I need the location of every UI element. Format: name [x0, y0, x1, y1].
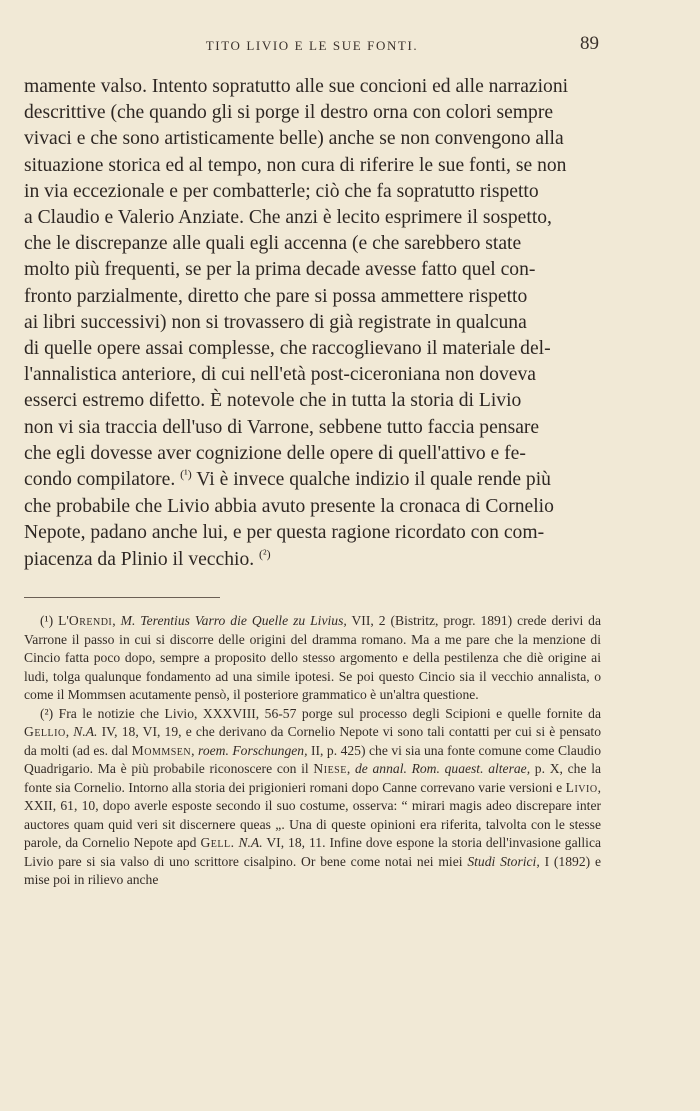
running-title: TITO LIVIO E LE SUE FONTI. [205, 38, 419, 53]
author-livio: Livio [565, 779, 598, 795]
footnote-1-text: L' [58, 613, 69, 628]
footnote-2-text: , [346, 761, 355, 776]
work-abbrev: N.A. [238, 835, 263, 850]
author-orendi: Orendi [68, 613, 113, 628]
page-number: 89 [580, 33, 599, 54]
footnote-1 [24, 612, 601, 705]
footnote-2-mark: (²) [40, 705, 54, 721]
footnote-2-text: IV, 18, VI, 19, e che derivano da Cornelio Nepote vi sono tali contatti per cui si è pensato da molti (ad es. dal [24, 724, 601, 758]
body-text-part-1: mamente valso. Intento sopratutto alle sue concioni ed alle narrazioni descrittive (che quando gli si porge il destro orna con colori sempre vivaci e che sono artisticamente belle) anche se non convengono alla situazione storica ed al tempo, non cura di riferire le sue fonti, se non in via eccezionale e per combatterle; ciò che fa sopratutto rispetto a Claudio e Valerio Anziate. Che anzi è lecito esprimere il sospetto, che le discrepanze alle quali egli accenna (e che sarebbero state molto più frequenti, se per la prima decade avesse fatto quel con- fronto parzialmente, diretto che pare si possa ammettere rispetto ai libri successivi) non si trovassero di già registrate in qualcuna di quelle opere assai complesse, che raccoglievano il materiale del- l'annalistica anteriore, di cui nell'età post-ciceroniana non doveva esserci estremo difetto. È notevole che in tutta la storia di Livio non vi sia traccia dell'uso di Varrone, sebbene tutto faccia pensare che egli dovesse aver cognizione delle opere di quell'attivo e fe- condo compilatore. [24, 76, 569, 491]
footnote-2 [24, 705, 601, 890]
author-mommsen: Mommsen [131, 742, 192, 758]
footnote-1-mark: (¹) [40, 613, 54, 628]
work-title: roem. Forschungen, [198, 742, 308, 758]
footnote-2-text: p. X, che la fonte sia Cornelio. Intorno alla storia dei prigionieri romani dopo Canne correvano varie versioni e [24, 761, 602, 795]
work-title: Studi Storici, [467, 853, 540, 869]
footnote-2-text: II, p. 425) che vi sia una fonte comune come Claudio Quadrigario. Ma è più probabile riconoscere con il [24, 742, 601, 776]
footnotes [24, 612, 601, 890]
footnote-2-text: , [191, 742, 199, 758]
work-title: M. Terentius Varro die Quelle zu Livius, [120, 613, 347, 628]
body-paragraph [24, 74, 599, 574]
footnote-ref-2[interactable]: (²) [259, 546, 271, 561]
body-text-part-2: Vi è invece qualche indizio il quale rende più che probabile che Livio abbia avuto presente la cronaca di Cornelio Nepote, padano anche lui, e per questa ragione ricordato con com- piacenza da Plinio il vecchio. [24, 469, 554, 570]
work-abbrev: N.A. [73, 724, 98, 739]
footnote-ref-1[interactable]: (¹) [180, 467, 192, 482]
footnote-2-text: Fra le notizie che Livio, XXXVIII, 56-57 porge sul processo degli Scipioni e quelle fornite da [58, 705, 602, 721]
work-title: de annal. Rom. quaest. alterae, [354, 761, 531, 776]
author-gellio: Gellio [24, 724, 66, 739]
footnote-1-text: , [112, 613, 121, 628]
footnote-2-text: , [65, 724, 74, 739]
author-gell: Gell. [200, 835, 235, 850]
footnote-separator [24, 597, 220, 598]
author-niese: Niese [313, 761, 347, 776]
footnote-2-text: , XXII, 61, 10, dopo averle esposte secondo il suo costume, osserva: “ mirari magis adeo discrepare inter auctores quam quid veri sit discernere queas „. Una di queste opinioni era riferita, talvolta con le stesse parole, da Cornelio Nepote apd [24, 779, 601, 850]
footnote-1-text: VII, 2 (Bistritz, progr. 1891) crede derivi da Varrone il passo in cui si discorre delle origini del dramma romano. Ma a me pare che la menzione di Cincio fatta poco dopo, sempre a proposito dello stesso argomento e della pestilenza che diè origine ai ludi, tolga qualunque fondamento ad una simile ipotesi. Se poi questo Cincio sia il vecchio annalista, o come il Mommsen acutamente pensò, il posteriore grammatico è un'altra questione. [24, 613, 602, 702]
footnote-2-text: VI, 18, 11. Infine dove espone la storia dell'invasione gallica Livio pare si sia valso di uno scrittore cisalpino. Or bene come notai nei miei [24, 835, 602, 869]
footnote-2-text: I (1892) e mise poi in rilievo anche [24, 853, 602, 887]
